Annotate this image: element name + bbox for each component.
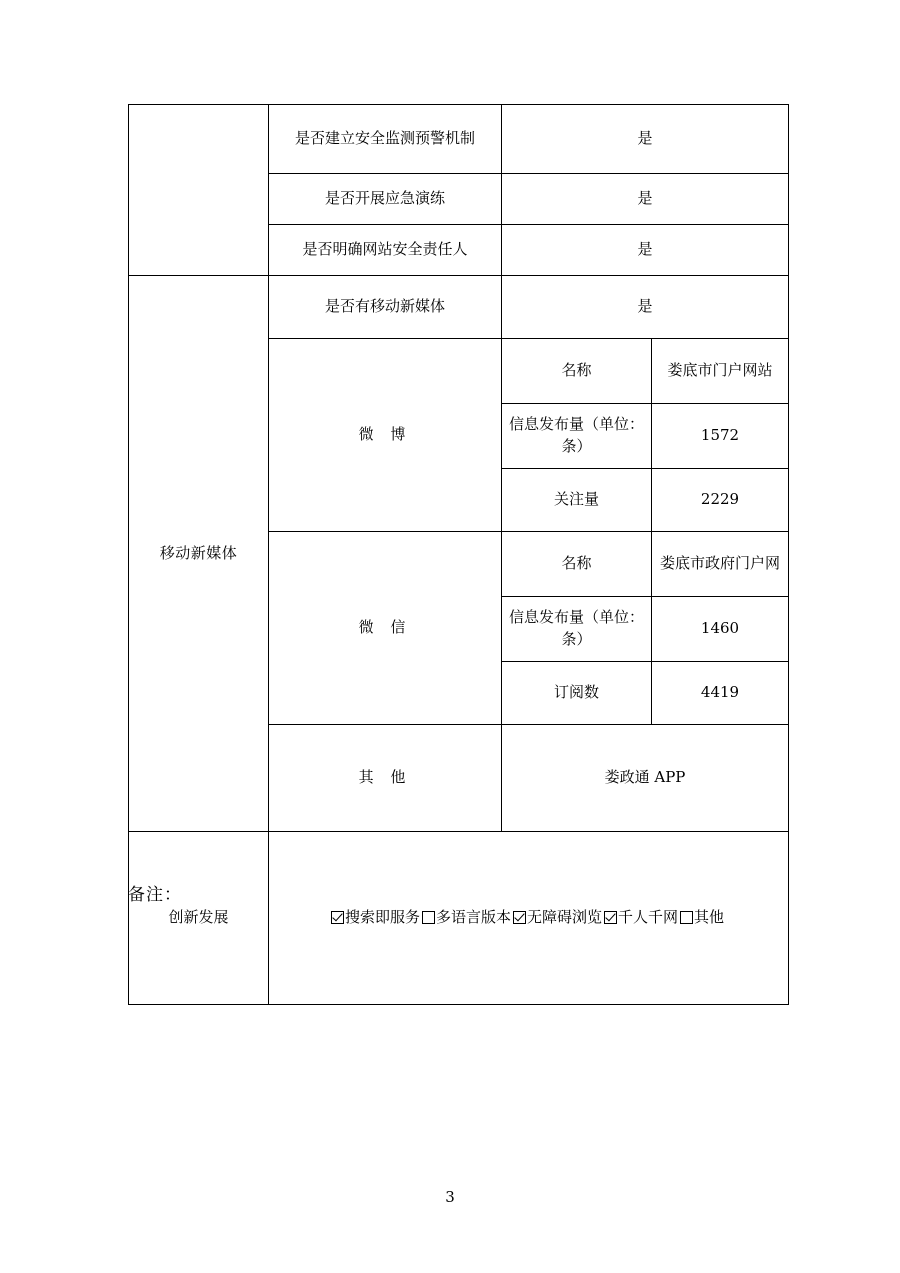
page-number: 3 xyxy=(445,1188,455,1206)
drill-value: 是 xyxy=(502,174,789,225)
table-row xyxy=(129,276,789,339)
drill-label: 是否开展应急演练 xyxy=(269,174,502,225)
checkbox-icon[interactable] xyxy=(604,911,617,924)
checkbox-icon[interactable] xyxy=(513,911,526,924)
innovation-checkbox-group[interactable] xyxy=(273,907,784,929)
other-value: 娄政通 APP xyxy=(502,725,789,832)
responsible-value: 是 xyxy=(502,225,789,276)
weixin-subscribe-label: 订阅数 xyxy=(502,662,652,725)
weibo-publish-value: 1572 xyxy=(652,404,789,469)
innovation-option-5[interactable] xyxy=(680,908,726,926)
weixin-subscribe-value: 4419 xyxy=(652,662,789,725)
responsible-label: 是否明确网站安全责任人 xyxy=(269,225,502,276)
weibo-publish-label: 信息发布量（单位：条） xyxy=(502,404,652,469)
innovation-option-3[interactable] xyxy=(513,908,604,926)
weibo-follow-value: 2229 xyxy=(652,469,789,532)
innovation-option-4[interactable] xyxy=(604,908,680,926)
weixin-label: 微 信 xyxy=(269,532,502,725)
weibo-label: 微 博 xyxy=(269,339,502,532)
security-warning-value: 是 xyxy=(502,105,789,174)
innovation-option-2[interactable] xyxy=(422,908,513,926)
remark-label: 备注： xyxy=(128,885,182,905)
checkbox-icon[interactable] xyxy=(680,911,693,924)
weibo-follow-label: 关注量 xyxy=(502,469,652,532)
weixin-publish-label: 信息发布量（单位：条） xyxy=(502,597,652,662)
innovation-options-cell xyxy=(269,832,789,1005)
has-mobile-media-label: 是否有移动新媒体 xyxy=(269,276,502,339)
weixin-name-value: 娄底市政府门户网 xyxy=(652,532,789,597)
innovation-option-1[interactable] xyxy=(331,908,422,926)
weibo-name-value: 娄底市门户网站 xyxy=(652,339,789,404)
checkbox-icon[interactable] xyxy=(422,911,435,924)
innovation-option-label: 其他 xyxy=(694,908,725,927)
innovation-option-label: 搜索即服务 xyxy=(344,908,420,927)
innovation-label: 创新发展 xyxy=(129,832,269,1005)
weixin-name-label: 名称 xyxy=(502,532,652,597)
mobile-media-group-label: 移动新媒体 xyxy=(129,276,269,832)
checkbox-icon[interactable] xyxy=(331,911,344,924)
security-group-cell xyxy=(129,105,269,276)
security-warning-label: 是否建立安全监测预警机制 xyxy=(269,105,502,174)
innovation-option-label: 无障碍浏览 xyxy=(527,908,603,927)
table-row xyxy=(129,832,789,1005)
innovation-option-label: 千人千网 xyxy=(618,908,679,927)
other-label: 其 他 xyxy=(269,725,502,832)
weibo-name-label: 名称 xyxy=(502,339,652,404)
innovation-option-label: 多语言版本 xyxy=(435,908,511,927)
weixin-publish-value: 1460 xyxy=(652,597,789,662)
website-report-table xyxy=(128,104,789,1005)
has-mobile-media-value: 是 xyxy=(502,276,789,339)
table-row xyxy=(129,105,789,174)
